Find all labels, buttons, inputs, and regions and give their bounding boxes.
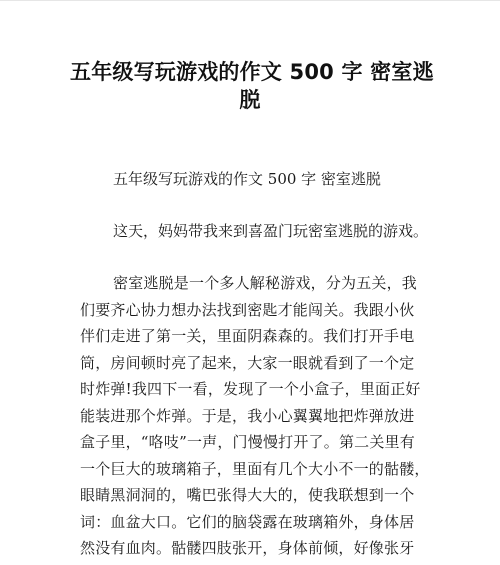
paragraph-1: 这天，妈妈带我来到喜盈门玩密室逃脱的游戏。 bbox=[113, 222, 429, 240]
paragraph-2-line: 一个巨大的玻璃箱子，里面有几个大小不一的骷髅， bbox=[80, 459, 430, 478]
paragraph-2-line: 时炸弹!我四下一看，发现了一个小盒子，里面正好 bbox=[80, 380, 421, 398]
paragraph-2-line: 们要齐心协力想办法找到密匙才能闯关。我跟小伙 bbox=[80, 300, 415, 319]
paragraph-2-line: 词：血盆大口。它们的脑袋露在玻璃箱外，身体居 bbox=[80, 512, 415, 531]
paragraph-2-line: 伴们走进了第一关，里面阴森森的。我们打开手电 bbox=[80, 327, 415, 345]
document-subtitle: 五年级写玩游戏的作文 500 字 密室逃脱 bbox=[113, 170, 381, 188]
paragraph-2-line: 盒子里，“咯吱”一声，门慢慢打开了。第二关里有 bbox=[80, 433, 415, 451]
paragraph-2-line: 然没有血肉。骷髅四肢张开，身体前倾，好像张牙 bbox=[80, 539, 415, 557]
page-top-border bbox=[0, 0, 500, 1]
paragraph-2-line: 密室逃脱是一个多人解秘游戏，分为五关，我 bbox=[113, 274, 418, 292]
paragraph-2-line: 能装进那个炸弹。于是，我小心翼翼地把炸弹放进 bbox=[80, 406, 415, 425]
document-title bbox=[70, 58, 434, 114]
paragraph-2-line: 眼睛黑洞洞的，嘴巴张得大大的，使我联想到一个 bbox=[80, 486, 415, 504]
document-title-line-2: 脱 bbox=[239, 88, 261, 112]
document-title-line-1: 五年级写玩游戏的作文 500 字 密室逃 bbox=[70, 60, 434, 84]
paragraph-2-line: 筒，房间顿时亮了起来，大家一眼就看到了一个定 bbox=[80, 353, 415, 372]
paragraph-2 bbox=[80, 270, 430, 562]
